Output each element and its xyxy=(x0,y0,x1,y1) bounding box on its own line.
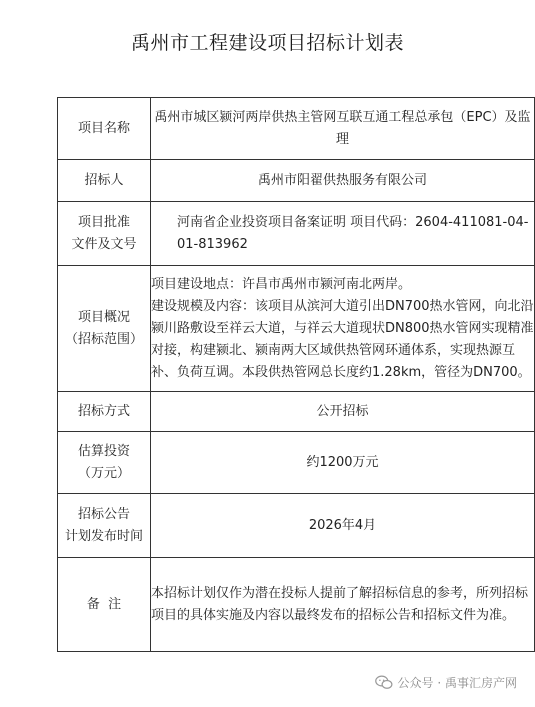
row-label xyxy=(58,432,151,494)
row-label: 招标方式 xyxy=(58,392,151,432)
method-value: 公开招标 xyxy=(151,392,535,432)
investment-value: 约1200万元 xyxy=(151,432,535,494)
label-line: （万元） xyxy=(77,465,130,481)
row-label: 招标人 xyxy=(58,160,151,202)
table-row-publish-time xyxy=(58,494,535,558)
label-line: 招标公告 xyxy=(77,506,130,522)
remarks-value: 本招标计划仅作为潜在投标人提前了解招标信息的参考，所列招标项目的具体实施及内容以最终发布的招标公告和招标文件为准。 xyxy=(151,558,535,652)
project-name-value: 禹州市城区颍河两岸供热主管网互联互通工程总承包（EPC）及监理 xyxy=(151,98,535,160)
table-row-overview xyxy=(58,266,535,392)
label-line: 项目批准 xyxy=(77,214,130,230)
watermark-text: 公众号 · 禹事汇房产网 xyxy=(397,675,517,690)
label-line: 计划发布时间 xyxy=(64,528,143,544)
publish-time-value: 2026年4月 xyxy=(151,494,535,558)
table-row-method xyxy=(58,392,535,432)
wechat-icon xyxy=(375,675,393,690)
table-row-investment xyxy=(58,432,535,494)
watermark xyxy=(375,672,517,692)
row-label: 项目名称 xyxy=(58,98,151,160)
overview-value xyxy=(151,266,535,392)
page-title: 禹州市工程建设项目招标计划表 xyxy=(130,32,404,54)
bid-plan-table xyxy=(57,97,535,652)
row-label xyxy=(58,202,151,266)
label-line: 估算投资 xyxy=(77,443,130,459)
row-label: 备 注 xyxy=(58,558,151,652)
label-line: （招标范围） xyxy=(64,331,143,347)
row-label xyxy=(58,266,151,392)
table-row-remarks xyxy=(58,558,535,652)
row-label xyxy=(58,494,151,558)
approval-doc-value: 河南省企业投资项目备案证明 项目代码：2604-411081-04-01-813962 xyxy=(151,202,535,266)
overview-scope: 建设规模及内容：该项目从滨河大道引出DN700热水管网，向北沿颍川路敷设至祥云大道，与祥云大道现状DN800热水管网实现精准对接，构建颍北、颍南两大区域供热管网环通体系，实现热源互补、负荷互调。本段供热管网总长度约1.28km，管径为DN700。 xyxy=(151,298,534,380)
label-line: 文件及文号 xyxy=(71,236,137,252)
tenderer-value: 禹州市阳翟供热服务有限公司 xyxy=(151,160,535,202)
label-line: 项目概况 xyxy=(77,309,130,325)
table-row-approval-doc xyxy=(58,202,535,266)
table-row-tenderer xyxy=(58,160,535,202)
overview-location: 项目建设地点：许昌市禹州市颍河南北两岸。 xyxy=(151,276,412,292)
table-row-project-name xyxy=(58,98,535,160)
